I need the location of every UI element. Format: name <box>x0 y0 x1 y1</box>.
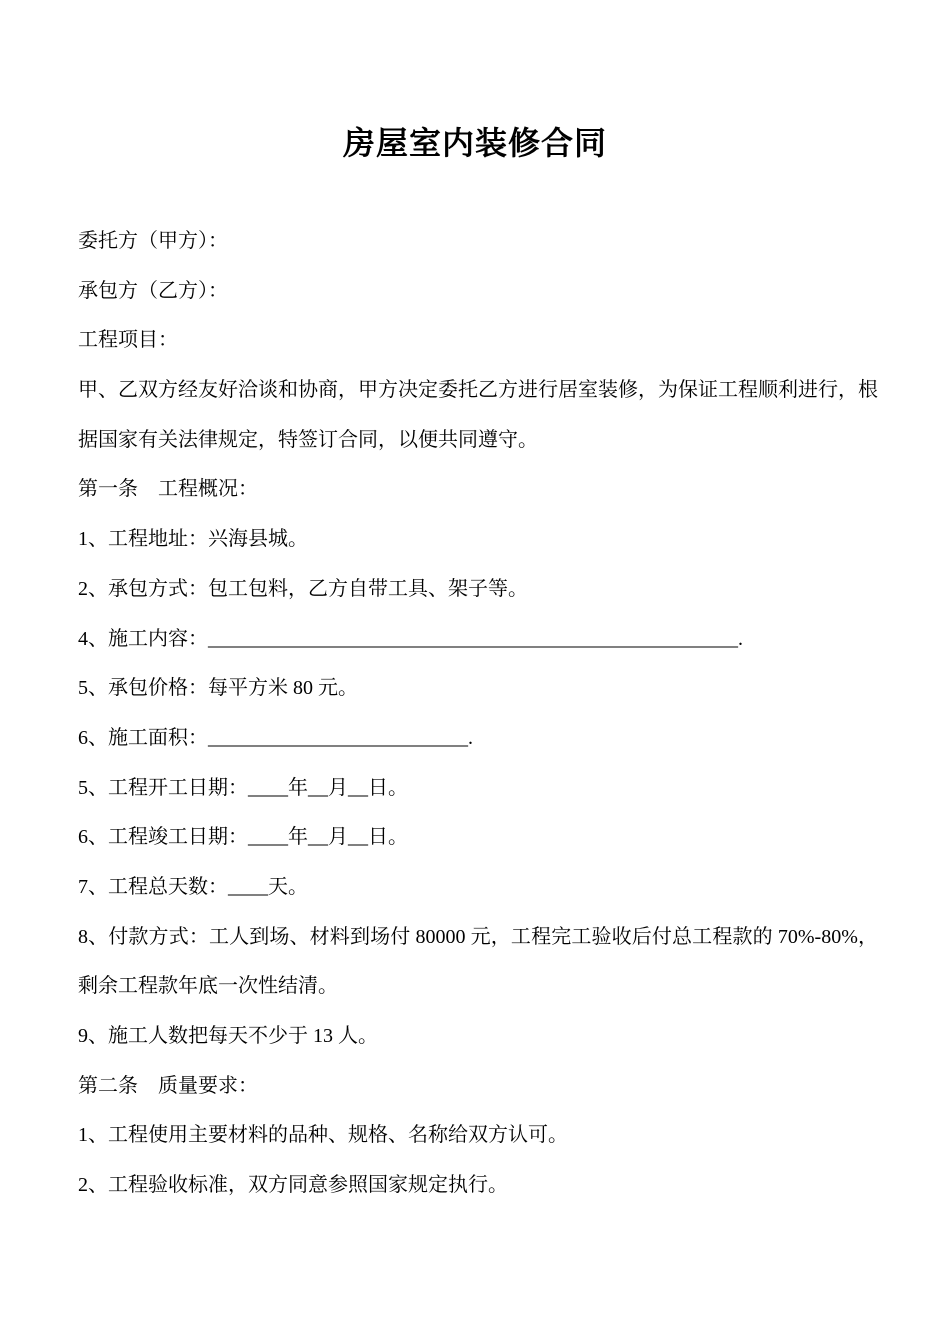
article-1-heading: 第一条 工程概况： <box>78 478 258 501</box>
party-b-line: 承包方（乙方）： <box>78 279 228 302</box>
clause-work-content: 4、施工内容：_____________________________________________________. <box>78 627 743 650</box>
clause-total-days: 7、工程总天数：____天。 <box>78 875 308 898</box>
party-a-line: 委托方（甲方）： <box>78 230 228 252</box>
clause-start-date: 5、工程开工日期：____年__月__日。 <box>78 776 408 799</box>
quality-clause-acceptance: 2、工程验收标准，双方同意参照国家规定执行。 <box>78 1174 508 1197</box>
clause-contract-method: 2、承包方式：包工包料，乙方自带工具、架子等。 <box>78 577 528 600</box>
clause-price: 5、承包价格：每平方米 80 元。 <box>78 677 358 700</box>
clause-workers: 9、施工人数把每天不少于 13 人。 <box>78 1025 378 1048</box>
article-2-heading: 第二条 质量要求： <box>78 1074 258 1097</box>
clause-end-date: 6、工程竣工日期：____年__月__日。 <box>78 826 408 849</box>
clause-address: 1、工程地址：兴海县城。 <box>78 528 308 551</box>
document-title: 房屋室内装修合同 <box>342 124 607 162</box>
clause-area: 6、施工面积：__________________________. <box>78 726 473 749</box>
document-body <box>78 217 878 1211</box>
project-line: 工程项目： <box>78 329 178 352</box>
clause-payment: 8、付款方式：工人到场、材料到场付 80000 元，工程完工验收后付总工程款的 70%-80%，剩余工程款年底一次性结清。 <box>78 925 878 998</box>
preamble-paragraph: 甲、乙双方经友好洽谈和协商，甲方决定委托乙方进行居室装修，为保证工程顺利进行，根据国家有关法律规定，特签订合同，以便共同遵守。 <box>78 379 878 451</box>
quality-clause-materials: 1、工程使用主要材料的品种、规格、名称给双方认可。 <box>78 1124 568 1147</box>
